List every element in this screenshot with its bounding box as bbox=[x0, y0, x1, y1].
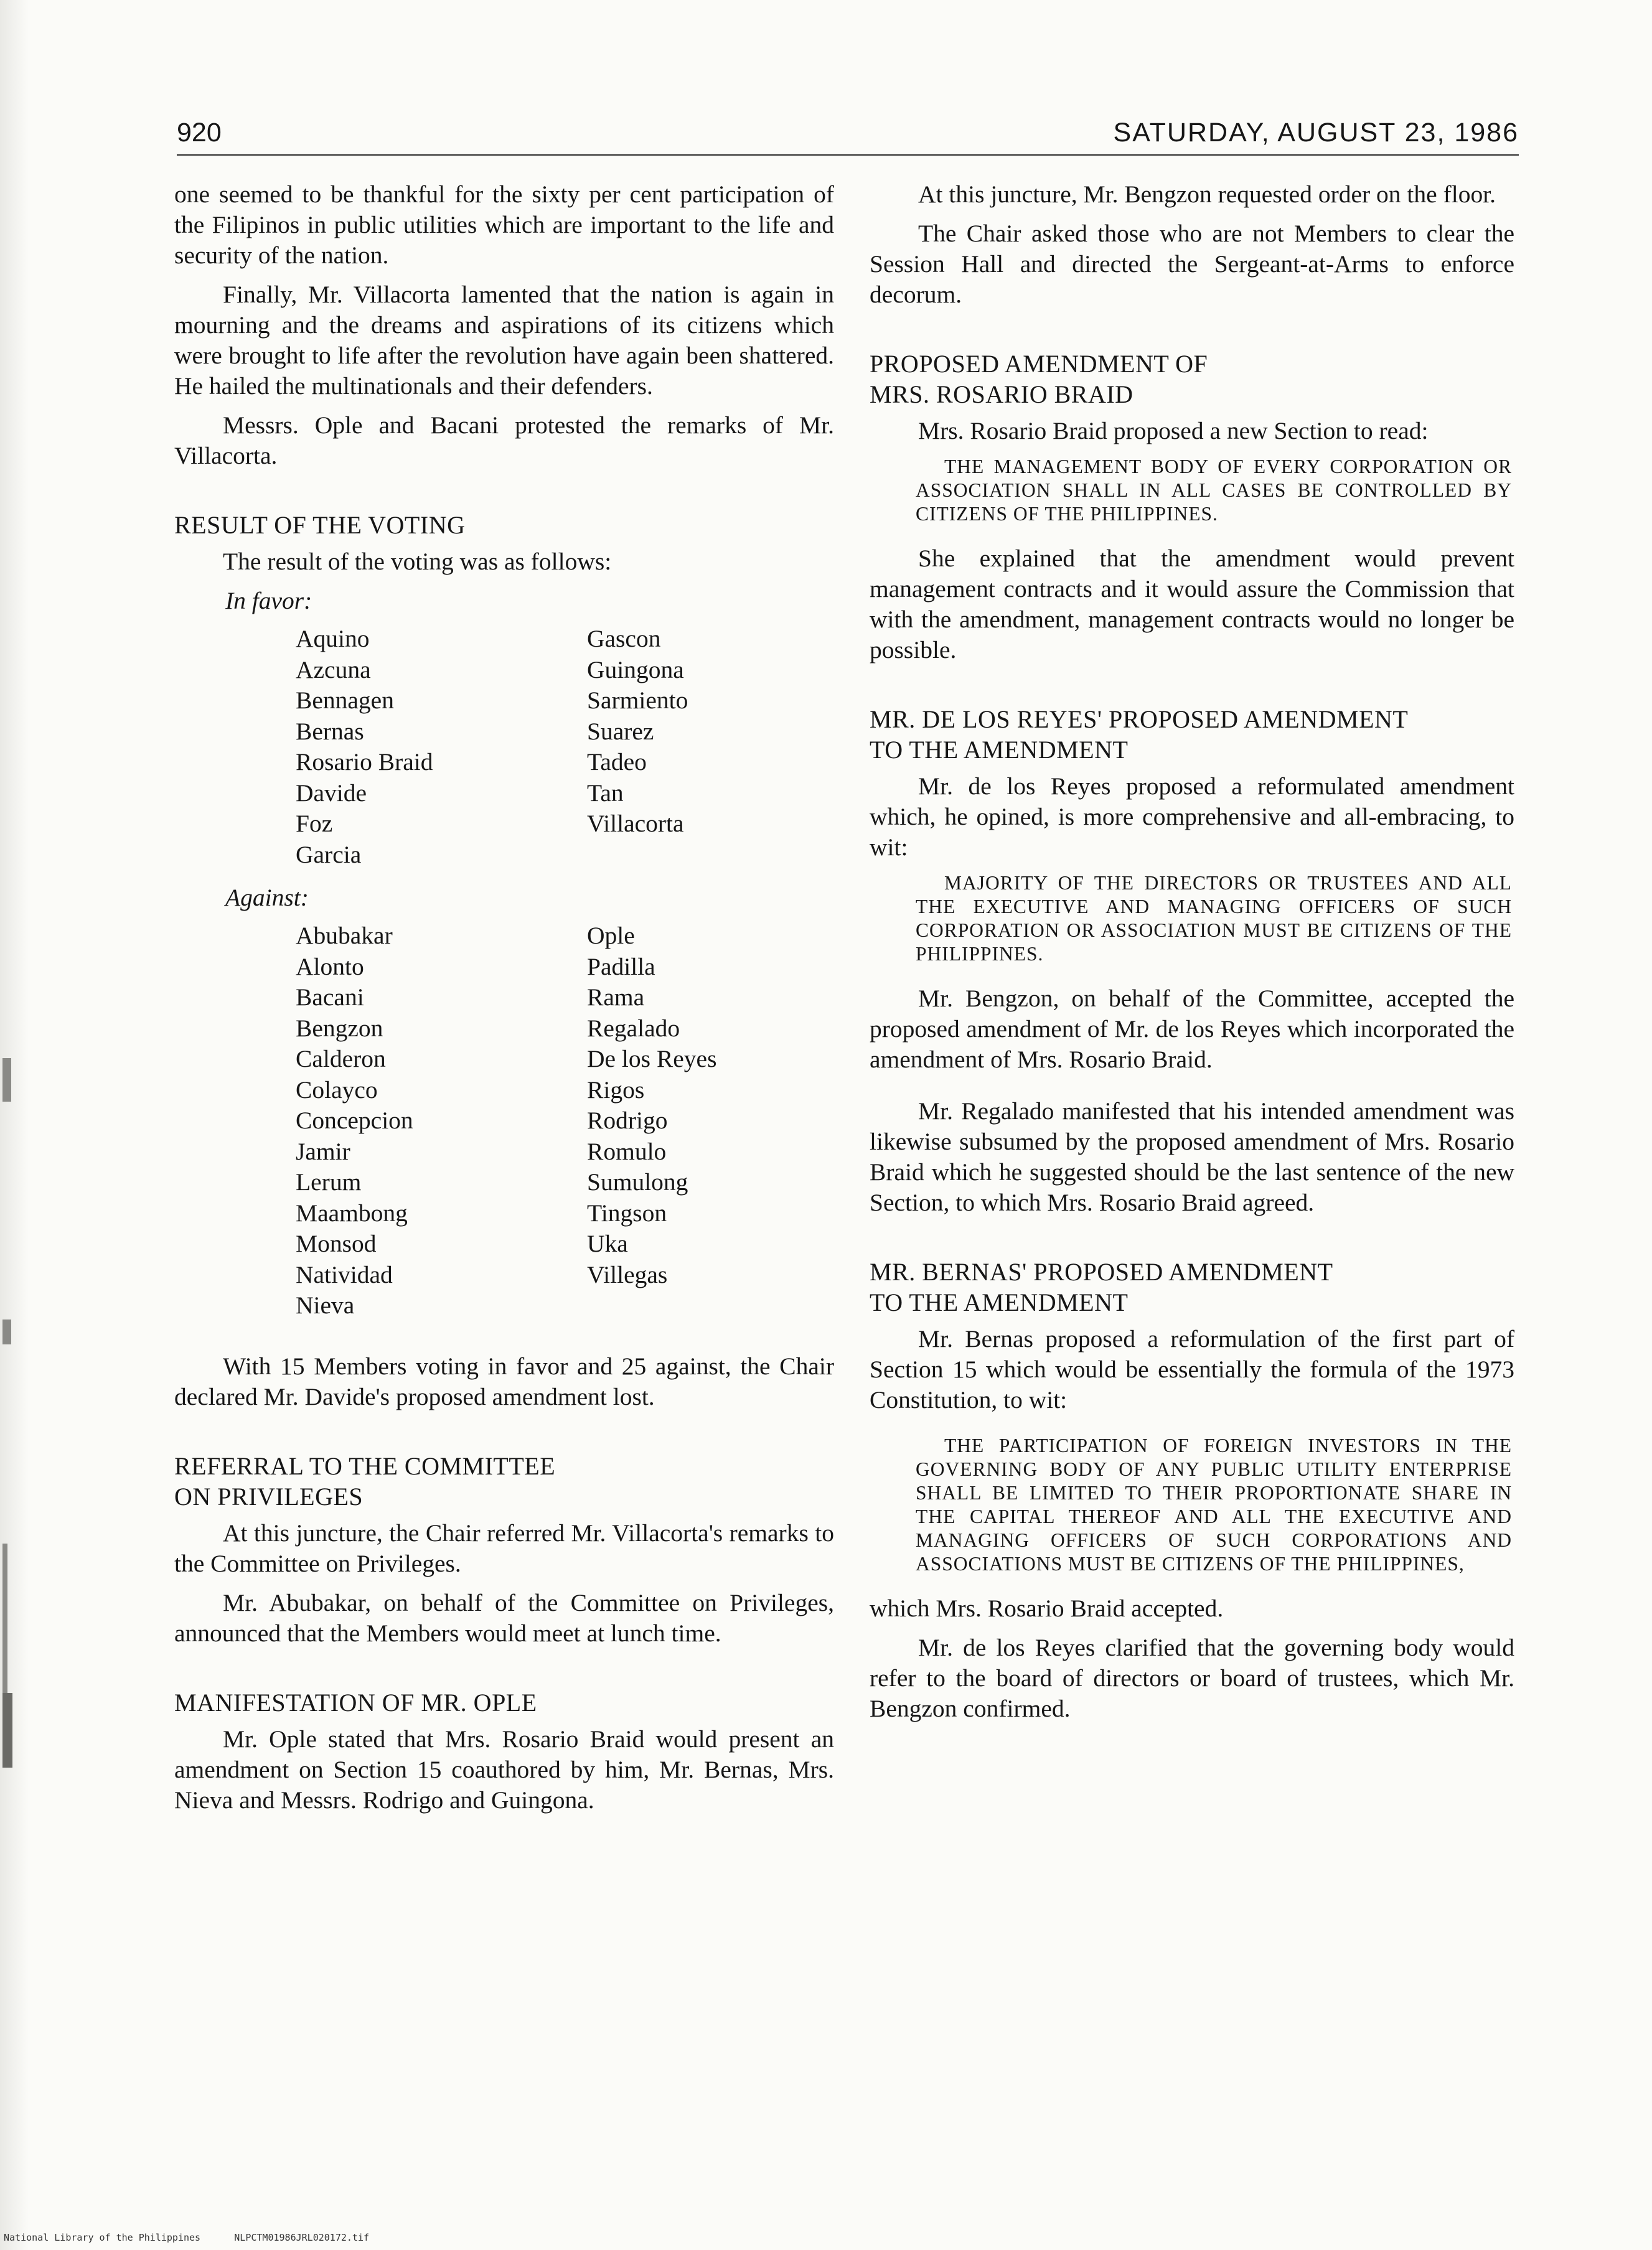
section-heading-manifestation: MANIFESTATION OF MR. OPLE bbox=[174, 1688, 537, 1717]
scan-artifact bbox=[2, 1693, 12, 1768]
paragraph: one seemed to be thankful for the sixty per cent participation of the Filipinos in public utilities which are important to the life and security of the nation. bbox=[174, 180, 834, 269]
paragraph: The Chair asked those who are not Members to clear the Session Hall and directed the Sergeant-at-Arms to enforce decorum. bbox=[870, 220, 1514, 308]
delegate-name: Rigos bbox=[587, 1076, 645, 1104]
in-favor-column-2 bbox=[587, 624, 688, 870]
scan-footer bbox=[4, 2232, 369, 2243]
scan-artifact bbox=[2, 1544, 7, 1693]
delegate-name: Davide bbox=[296, 779, 367, 807]
delegate-name: Abubakar bbox=[296, 922, 393, 949]
delegate-name: Villegas bbox=[587, 1260, 668, 1288]
paragraph: At this juncture, Mr. Bengzon requested order on the floor. bbox=[918, 180, 1496, 208]
block-quote bbox=[916, 871, 1512, 966]
paragraph: Messrs. Ople and Bacani protested the remarks of Mr. Villacorta. bbox=[174, 411, 834, 469]
delegate-name: Jamir bbox=[296, 1137, 350, 1165]
page-number: 920 bbox=[177, 118, 222, 148]
in-favor-list bbox=[296, 624, 834, 870]
delegate-name: Azcuna bbox=[296, 655, 371, 683]
against-column-1 bbox=[296, 921, 587, 1321]
against-label: Against: bbox=[225, 884, 309, 911]
paragraph: Mr. Ople stated that Mrs. Rosario Braid would present an amendment on Section 15 coauthored by him, Mr. Bernas, Mrs. Nieva and Messrs. Rodrigo and Guingona. bbox=[174, 1725, 834, 1814]
paragraph: With 15 Members voting in favor and 25 against, the Chair declared Mr. Davide's proposed amendment lost. bbox=[174, 1352, 834, 1410]
scan-artifact bbox=[2, 1320, 11, 1344]
delegate-name: Lerum bbox=[296, 1168, 362, 1196]
heading-line: ON PRIVILEGES bbox=[174, 1482, 364, 1511]
delegate-name: Padilla bbox=[587, 952, 655, 980]
delegate-name: Rama bbox=[587, 983, 645, 1011]
section-heading-reyes-amendment bbox=[870, 704, 1492, 765]
delegate-name: Suarez bbox=[587, 717, 654, 745]
library-credit: National Library of the Philippines bbox=[4, 2232, 201, 2243]
paragraph: Mr. de los Reyes proposed a reformulated amendment which, he opined, is more comprehensive and all-embracing, to wit: bbox=[870, 772, 1514, 861]
block-quote bbox=[916, 1434, 1512, 1576]
delegate-name: Calderon bbox=[296, 1045, 386, 1072]
section-heading-bernas-amendment bbox=[870, 1257, 1492, 1318]
quote-text: THE PARTICIPATION OF FOREIGN INVESTORS IN THE GOVERNING BODY OF ANY PUBLIC UTILITY ENTERPRISE SHALL BE LIMITED TO THEIR PROPORTIONATE SHARE IN THE CAPITAL THEREOF AND ALL THE EXECUTIVE AND MANAGING OFFICERS OF SUCH CORPORATIONS AND ASSOCIATIONS MUST BE CITIZENS OF THE PHILIPPINES, bbox=[916, 1435, 1512, 1575]
scan-edge-shading bbox=[0, 0, 29, 2250]
delegate-name: Bacani bbox=[296, 983, 364, 1011]
delegate-name: Ople bbox=[587, 922, 635, 949]
delegate-name: Uka bbox=[587, 1230, 628, 1257]
heading-line: MR. DE LOS REYES' PROPOSED AMENDMENT bbox=[870, 705, 1409, 733]
delegate-name: Maambong bbox=[296, 1199, 408, 1227]
against-list bbox=[296, 921, 834, 1321]
delegate-name: Romulo bbox=[587, 1137, 667, 1165]
paragraph: Mr. Bernas proposed a reformulation of the first part of Section 15 which would be essentially the formula of the 1973 Constitution, to wit: bbox=[870, 1325, 1514, 1413]
file-name: NLPCTM01986JRL020172.tif bbox=[234, 2232, 370, 2243]
quote-text: MAJORITY OF THE DIRECTORS OR TRUSTEES AND ALL THE EXECUTIVE AND MANAGING OFFICERS OF SUCH CORPORATION OR ASSOCIATION MUST BE CITIZENS OF THE PHILIPPINES. bbox=[916, 872, 1512, 965]
against-column-2 bbox=[587, 921, 716, 1321]
heading-line: MR. BERNAS' PROPOSED AMENDMENT bbox=[870, 1258, 1333, 1286]
delegate-name: Foz bbox=[296, 810, 333, 837]
paragraph: Mr. Abubakar, on behalf of the Committee on Privileges, announced that the Members would meet at lunch time. bbox=[174, 1588, 834, 1647]
paragraph: At this juncture, the Chair referred Mr. Villacorta's remarks to the Committee on Privileges. bbox=[174, 1519, 834, 1577]
paragraph: Mr. de los Reyes clarified that the governing body would refer to the board of directors or board of trustees, which Mr. Bengzon confirmed. bbox=[870, 1634, 1514, 1722]
paragraph: Mr. Bengzon, on behalf of the Committee, accepted the proposed amendment of Mr. de los Reyes which incorporated the amendment of Mrs. Rosario Braid. bbox=[870, 985, 1514, 1073]
delegate-name: Villacorta bbox=[587, 810, 684, 837]
heading-line: TO THE AMENDMENT bbox=[870, 1288, 1129, 1316]
left-column bbox=[174, 179, 834, 1824]
delegate-name: Rodrigo bbox=[587, 1107, 668, 1134]
heading-line: MRS. ROSARIO BRAID bbox=[870, 380, 1133, 408]
section-heading-referral bbox=[174, 1451, 797, 1512]
delegate-name: Concepcion bbox=[296, 1107, 413, 1134]
quote-text: THE MANAGEMENT BODY OF EVERY CORPORATION OR ASSOCIATION SHALL IN ALL CASES BE CONTROLLED BY CITIZENS OF THE PHILIPPINES. bbox=[916, 456, 1512, 525]
paragraph: She explained that the amendment would prevent management contracts and it would assure the Commission that with the amendment, management contracts would no longer be possible. bbox=[870, 545, 1514, 663]
delegate-name: Tan bbox=[587, 779, 624, 807]
in-favor-label: In favor: bbox=[225, 587, 312, 614]
paragraph: which Mrs. Rosario Braid accepted. bbox=[870, 1595, 1224, 1622]
delegate-name: Sumulong bbox=[587, 1168, 688, 1196]
paragraph: Mr. Regalado manifested that his intended amendment was likewise subsumed by the proposed amendment of Mrs. Rosario Braid which he suggested should be the last sentence of the new Section, to which Mrs. Rosario Braid agreed. bbox=[870, 1097, 1514, 1216]
delegate-name: Bengzon bbox=[296, 1014, 383, 1042]
paragraph: The result of the voting was as follows: bbox=[223, 548, 612, 575]
block-quote bbox=[916, 455, 1512, 526]
running-header bbox=[177, 111, 1519, 156]
in-favor-column-1 bbox=[296, 624, 587, 870]
section-heading-voting-result: RESULT OF THE VOTING bbox=[174, 511, 466, 539]
delegate-name: Natividad bbox=[296, 1260, 393, 1288]
heading-line: TO THE AMENDMENT bbox=[870, 736, 1129, 764]
delegate-name: Rosario Braid bbox=[296, 748, 433, 776]
delegate-name: Gascon bbox=[587, 625, 661, 652]
delegate-name: Alonto bbox=[296, 952, 364, 980]
delegate-name: Colayco bbox=[296, 1076, 378, 1104]
delegate-name: Garcia bbox=[296, 840, 362, 868]
paragraph: Finally, Mr. Villacorta lamented that the nation is again in mourning and the dreams and aspirations of its citizens which were brought to life after the revolution have again been shattered. He hailed the multinationals and their defenders. bbox=[174, 281, 834, 400]
delegate-name: Nieva bbox=[296, 1291, 355, 1319]
header-date: SATURDAY, AUGUST 23, 1986 bbox=[1113, 118, 1519, 148]
section-heading-braid-amendment bbox=[870, 349, 1492, 410]
heading-line: PROPOSED AMENDMENT OF bbox=[870, 350, 1208, 378]
scan-artifact bbox=[2, 1058, 11, 1102]
right-column bbox=[870, 179, 1514, 1733]
delegate-name: Regalado bbox=[587, 1014, 680, 1042]
delegate-name: Tingson bbox=[587, 1199, 667, 1227]
delegate-name: Sarmiento bbox=[587, 687, 688, 714]
delegate-name: Tadeo bbox=[587, 748, 647, 776]
paragraph: Mrs. Rosario Braid proposed a new Section to read: bbox=[918, 417, 1429, 444]
heading-line: REFERRAL TO THE COMMITTEE bbox=[174, 1451, 556, 1480]
delegate-name: De los Reyes bbox=[587, 1045, 717, 1072]
delegate-name: Monsod bbox=[296, 1230, 377, 1257]
delegate-name: Bernas bbox=[296, 717, 364, 745]
delegate-name: Aquino bbox=[296, 625, 370, 652]
delegate-name: Bennagen bbox=[296, 687, 394, 714]
delegate-name: Guingona bbox=[587, 655, 684, 683]
